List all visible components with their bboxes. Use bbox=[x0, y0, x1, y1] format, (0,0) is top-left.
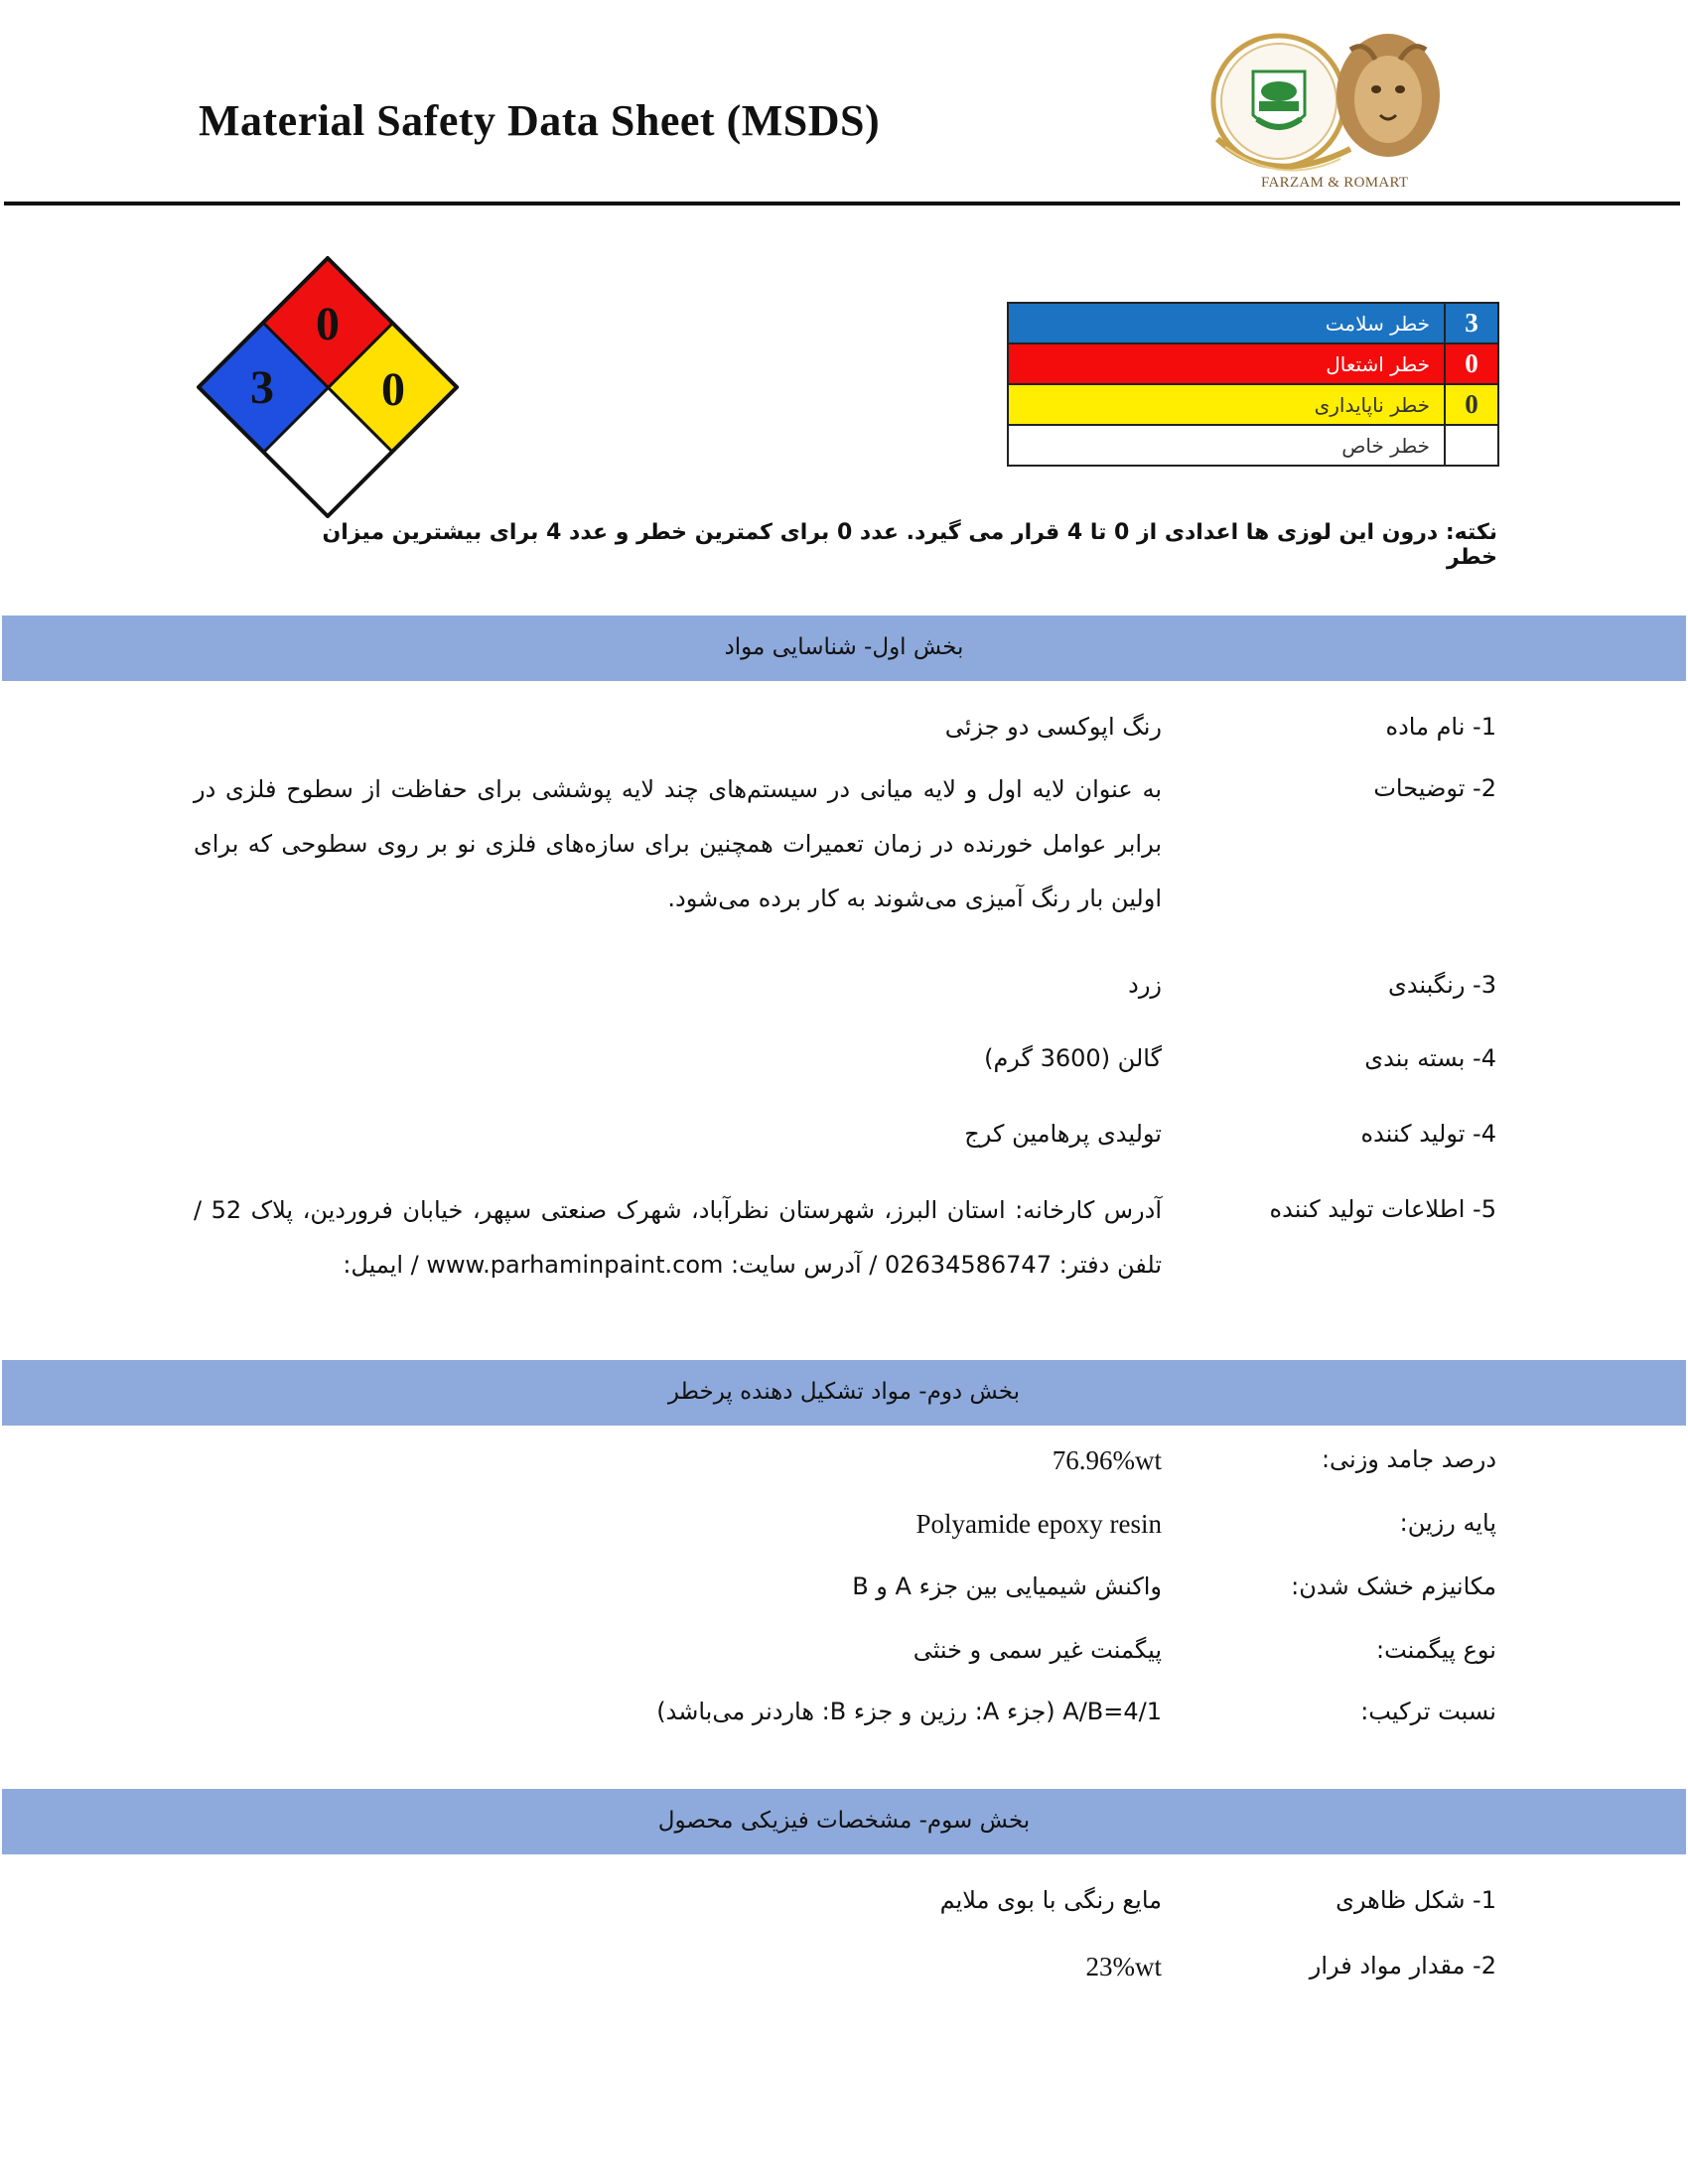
hazard-row-health bbox=[1008, 303, 1498, 343]
hazard-value: 3 bbox=[1445, 303, 1498, 343]
row-label: 2- مقدار مواد فرار bbox=[1309, 1952, 1496, 1979]
document-title: Material Safety Data Sheet (MSDS) bbox=[199, 96, 881, 145]
hazard-row-fire bbox=[1008, 343, 1498, 384]
row-value: زرد bbox=[1128, 971, 1162, 999]
hazard-value: 0 bbox=[1445, 384, 1498, 425]
row-label: نسبت ترکیب: bbox=[1360, 1698, 1496, 1725]
hazard-label: خطر اشتعال bbox=[1008, 343, 1445, 384]
nfpa-health-value: 3 bbox=[250, 361, 274, 414]
nfpa-diamond bbox=[197, 256, 459, 518]
row-value: پیگمنت غیر سمی و خنثی bbox=[913, 1636, 1162, 1664]
hazard-value: 0 bbox=[1445, 343, 1498, 384]
row-value: به عنوان لایه اول و لایه میانی در سیستم‌های چند لایه پوششی برای حفاظت از سطوح فلزی در برابر عوامل خورنده در زمان تعمیرات همچنین برای سازه‌های فلزی نو بر روی سطوحی که برای اولین بار رنگ آمیزی می‌شوند به کار برده می‌شود. bbox=[194, 775, 1162, 912]
row-label: نوع پیگمنت: bbox=[1376, 1636, 1496, 1664]
row-value: 76.96%wt bbox=[1052, 1445, 1162, 1475]
header-divider bbox=[4, 202, 1680, 205]
section2-header: بخش دوم- مواد تشکیل دهنده پرخطر bbox=[2, 1360, 1686, 1426]
section3-header: بخش سوم- مشخصات فیزیکی محصول bbox=[2, 1789, 1686, 1854]
hazard-label: خطر سلامت bbox=[1008, 303, 1445, 343]
row-label: 1- نام ماده bbox=[1385, 713, 1496, 741]
row-value: گالن (3600 گرم) bbox=[984, 1044, 1162, 1072]
row-label: 4- بسته بندی bbox=[1364, 1044, 1496, 1072]
hazard-label: خطر ناپایداری bbox=[1008, 384, 1445, 425]
row-label: 5- اطلاعات تولید کننده bbox=[1269, 1195, 1496, 1223]
row-value: A/B=4/1 (جزء A: رزین و جزء B: هاردنر می‌باشد) bbox=[656, 1698, 1162, 1725]
row-value: Polyamide epoxy resin bbox=[915, 1509, 1162, 1539]
row-label: 2- توضیحات bbox=[1373, 774, 1496, 802]
row-label: 1- شکل ظاهری bbox=[1336, 1886, 1496, 1914]
hazard-note: نکته: درون این لوزی ها اعدادی از 0 تا 4 قرار می گیرد. عدد 0 برای کمترین خطر و عدد 4 برای بیشترین میزان خطر bbox=[322, 520, 1497, 570]
row-label: مکانیزم خشک شدن: bbox=[1291, 1572, 1496, 1600]
nfpa-instability-value: 0 bbox=[381, 363, 405, 416]
row-label: درصد جامد وزنی: bbox=[1321, 1445, 1496, 1473]
row-value: تولیدی پرهامین کرج bbox=[964, 1120, 1162, 1148]
row-value: 23%wt bbox=[1085, 1952, 1162, 1981]
row-label: پایه رزین: bbox=[1399, 1509, 1496, 1537]
row-value: واکنش شیمیایی بین جزء A و B bbox=[852, 1572, 1162, 1600]
company-logo bbox=[1201, 20, 1470, 199]
hazard-value bbox=[1445, 425, 1498, 466]
logo-caption: FARZAM & ROMART bbox=[1261, 175, 1409, 191]
hazard-label: خطر خاص bbox=[1008, 425, 1445, 466]
nfpa-flammability-value: 0 bbox=[316, 298, 340, 350]
section1-header: بخش اول- شناسایی مواد bbox=[2, 615, 1686, 681]
row-value: آدرس کارخانه: استان البرز، شهرستان نظرآباد، شهرک صنعتی سپهر، خیابان فروردین، پلاک 52 / تلفن دفتر: 02634586747 / آدرس سایت: www.parhaminpaint.com / ایمیل: bbox=[194, 1196, 1162, 1279]
hazard-row-special bbox=[1008, 425, 1498, 466]
row-label: 3- رنگبندی bbox=[1388, 971, 1496, 999]
hazard-legend-table bbox=[1007, 302, 1499, 467]
hazard-row-instability bbox=[1008, 384, 1498, 425]
row-label: 4- تولید کننده bbox=[1360, 1120, 1496, 1148]
row-value: مایع رنگی با بوی ملایم bbox=[939, 1886, 1162, 1914]
row-value: رنگ اپوکسی دو جزئی bbox=[944, 713, 1162, 741]
